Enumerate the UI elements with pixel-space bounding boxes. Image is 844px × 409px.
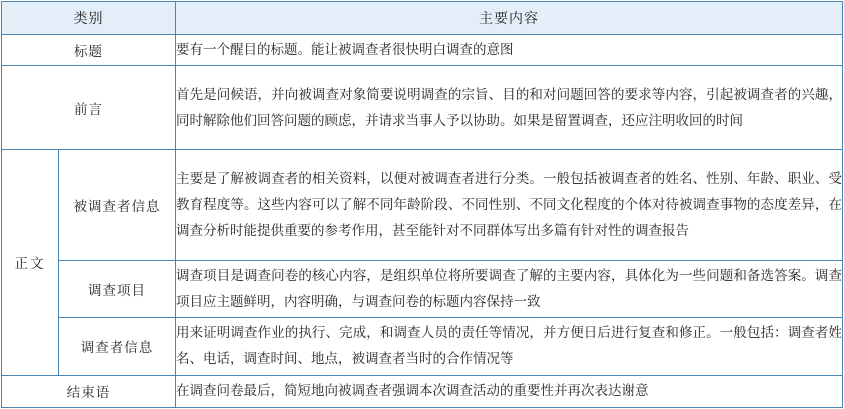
header-category: 类别: [2, 2, 176, 35]
row-content-respondent-info: 主要是了解被调查者的相关资料，以便对被调查者进行分类。一般包括被调查者的姓名、性别、年龄、职业、受教育程度等。这些内容可以了解不同年龄阶段、不同性别、不同文化程度的个体对待被调查事物的态度差异，在调查分析时能提供重要的参考作用，甚至能针对不同群体写出多篇有针对性的调查报告: [176, 149, 843, 260]
row-content-investigator-info: 用来证明调查作业的执行、完成，和调查人员的责任等情况，并方便日后进行复查和修正。一般包括：调查者姓名、电话，调查时间、地点，被调查者当时的合作情况等: [176, 318, 843, 375]
row-label-investigator-info: 调查者信息: [59, 318, 176, 375]
row-content-preface: 首先是问候语，并向被调查对象简要说明调查的宗旨、目的和对问题回答的要求等内容，引起被调查者的兴趣，同时解除他们回答问题的顾虑，并请求当事人予以协助。如果是留置调查，还应注明收回的时间: [176, 66, 843, 150]
header-row: [2, 2, 843, 35]
row-label-title: 标题: [2, 35, 176, 66]
table-row-closing: [2, 375, 843, 407]
table-row-respondent-info: [2, 149, 843, 260]
row-content-title: 要有一个醒目的标题。能让被调查者很快明白调查的意图: [176, 35, 843, 66]
table-row-investigator-info: [2, 318, 843, 375]
row-label-preface: 前言: [2, 66, 176, 150]
survey-structure-table: [1, 1, 843, 408]
row-label-respondent-info: 被调查者信息: [59, 149, 176, 260]
row-content-survey-items: 调查项目是调查问卷的核心内容，是组织单位将所要调查了解的主要内容，具体化为一些问题和备选答案。调查项目应主题鲜明，内容明确，与调查问卷的标题内容保持一致: [176, 260, 843, 317]
row-content-closing: 在调查问卷最后，简短地向被调查者强调本次调查活动的重要性并再次表达谢意: [176, 375, 843, 407]
row-label-closing: 结束语: [2, 375, 176, 407]
header-content: 主要内容: [176, 2, 843, 35]
table-row-title: [2, 35, 843, 66]
row-group-label-body: 正文: [2, 149, 59, 375]
table-row-preface: [2, 66, 843, 150]
row-label-survey-items: 调查项目: [59, 260, 176, 317]
table-row-survey-items: [2, 260, 843, 317]
